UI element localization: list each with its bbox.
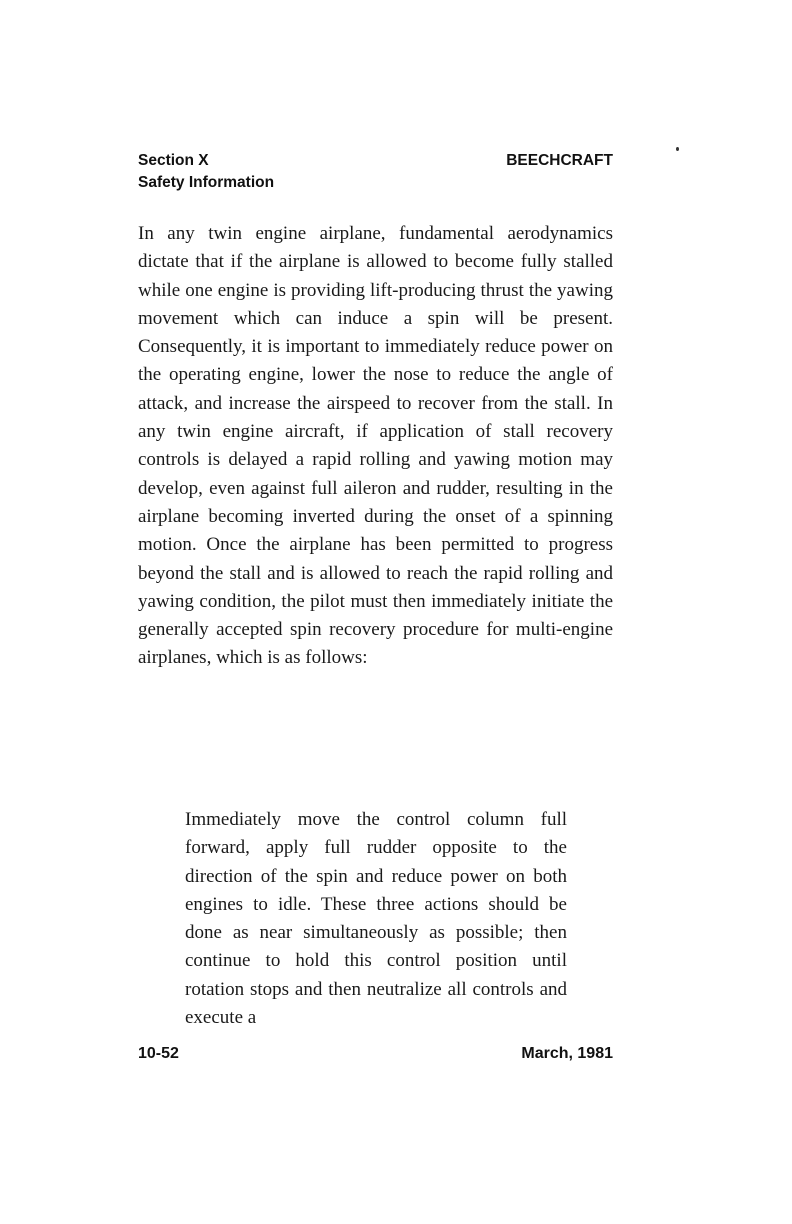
page-number: 10-52: [138, 1045, 179, 1062]
manufacturer-name: BEECHCRAFT: [506, 152, 613, 169]
revision-date: March, 1981: [521, 1045, 613, 1062]
section-number: Section X: [138, 152, 209, 169]
scan-speck: [676, 147, 679, 151]
section-title: Safety Information: [138, 174, 275, 191]
procedure-paragraph: Immediately move the control column full forward, apply full rudder opposite to the direction of the spin and reduce power on both engines to idle. These three actions should be done as near simultaneously as possible; then continue to hold this control position until rotation stops and then neutralize all controls and execute a: [185, 809, 567, 1029]
body-paragraph: In any twin engine airplane, fundamental aerodynamics dictate that if the airplane is allowed to become fully stalled while one engine is providing lift-producing thrust the yawing movement which can induce a spin will be present. Consequently, it is important to immediately reduce power on the operating engine, lower the nose to reduce the angle of attack, and increase the airspeed to recover from the stall. In any twin engine aircraft, if application of stall recovery controls is delayed a rapid rolling and yawing motion may develop, even against full aileron and rudder, resulting in the airplane becoming inverted during the onset of a spinning motion. Once the airplane has been permitted to progress beyond the stall and is allowed to reach the rapid rolling and yawing condition, the pilot must then immediately initiate the generally accepted spin recovery procedure for multi-engine airplanes, which is as follows:: [138, 223, 613, 669]
section-heading: [138, 150, 274, 194]
